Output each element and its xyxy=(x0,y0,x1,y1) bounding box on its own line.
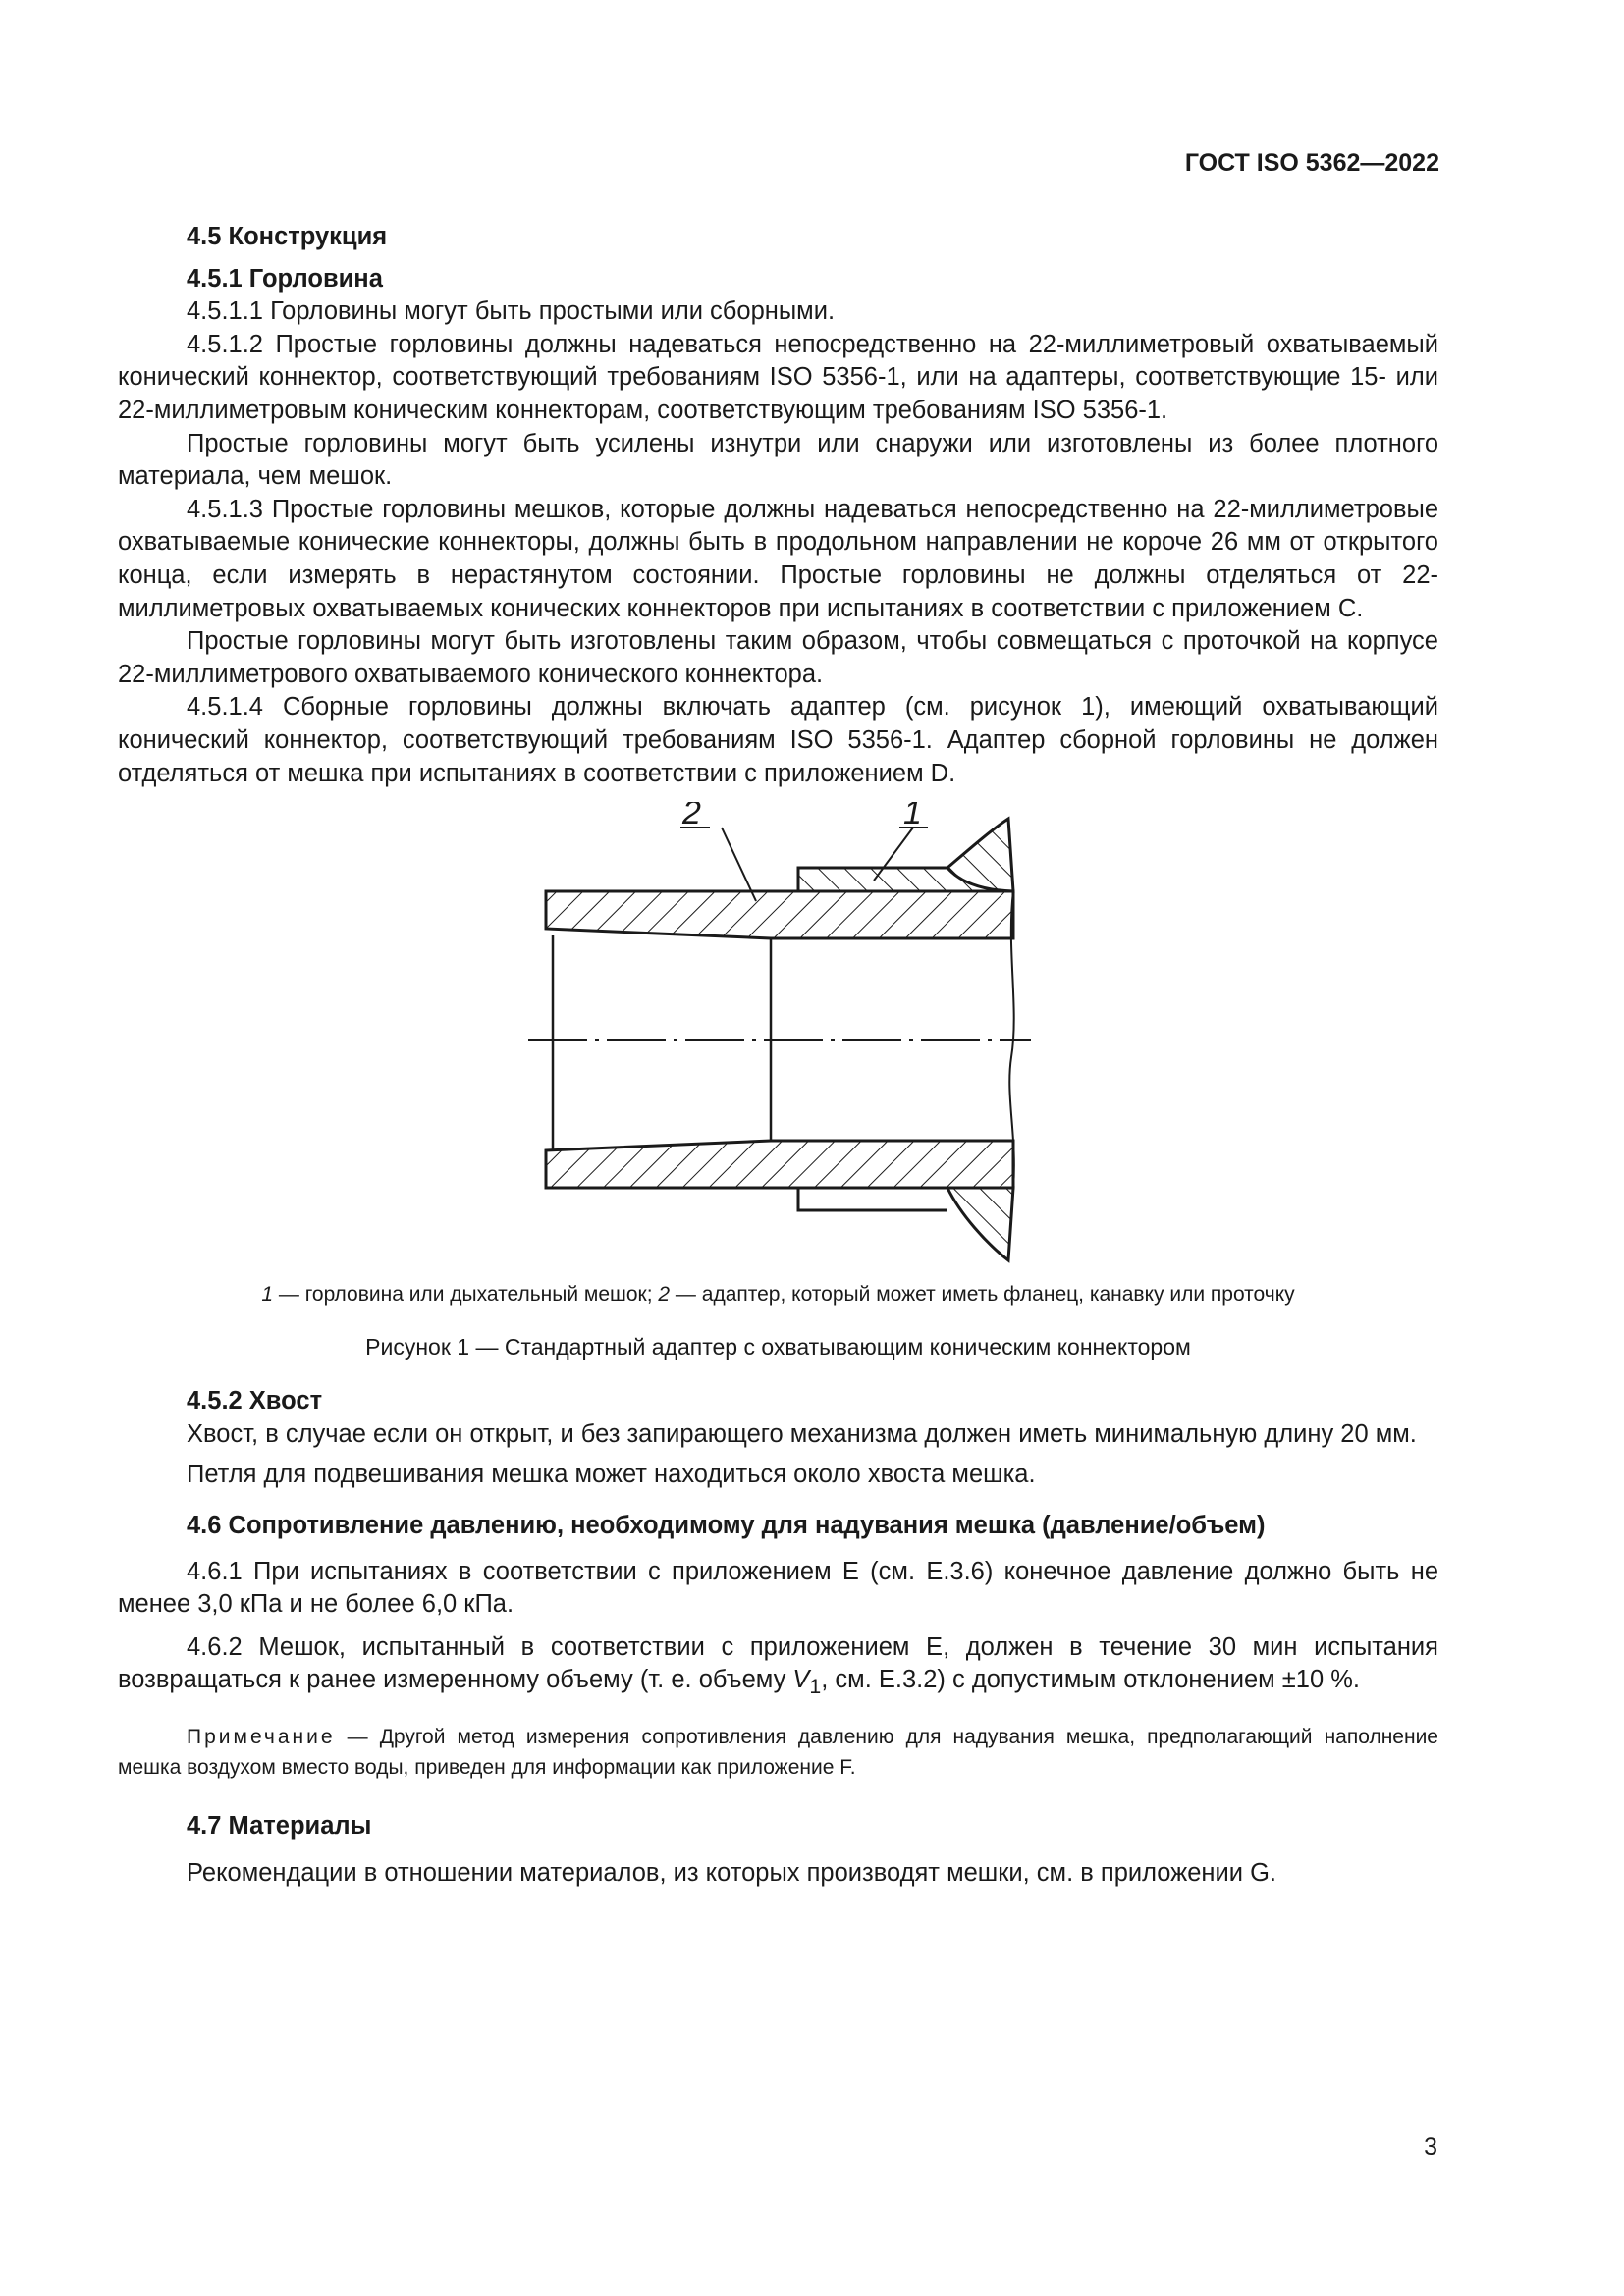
section-4-5-2-title: 4.5.2 Хвост xyxy=(187,1387,323,1415)
figure-1-drawing xyxy=(118,802,1438,1268)
paragraph-4-5-1-2: 4.5.1.2 Простые горловины должны надеваться непосредственно на 22-миллиметровый охватываемый конический коннектор, соответствующий требованиям ISO 5356-1, или на адаптеры, соответствующие 15- или 22-миллиметровым коническим коннекторам, соответствующим требованиям ISO 5356-1. xyxy=(118,330,1438,424)
note-label: Примечание xyxy=(187,1726,336,1749)
paragraph-4-5-1-4: 4.5.1.4 Сборные горловины должны включать адаптер (см. рисунок 1), имеющий охватывающий конический коннектор, соответствующий требованиям ISO 5356-1. Адаптер сборной горловины не должен отделяться от мешка при испытаниях в соответствии с приложением D. xyxy=(118,693,1438,787)
note-text: — Другой метод измерения сопротивления давлению для надувания мешка, предполагающий наполнение мешка воздухом вместо воды, приведен для информации как приложение F. xyxy=(118,1726,1438,1780)
section-4-5-title: 4.5 Конструкция xyxy=(187,223,388,250)
legend-text-2: — адаптер, который может иметь фланец, канавку или проточку xyxy=(670,1283,1295,1307)
section-4-5-1-title: 4.5.1 Горловина xyxy=(187,264,383,293)
paragraph-4-7: Рекомендации в отношении материалов, из которых производят мешки, см. в приложении G. xyxy=(187,1858,1276,1887)
paragraph-4-5-2-a: Хвост, в случае если он открыт, и без запирающего механизма должен иметь минимальную длину 20 мм. xyxy=(187,1419,1417,1448)
paragraph-4-5-1-1: 4.5.1.1 Горловины могут быть простыми или сборными. xyxy=(187,297,836,326)
legend-text-1: — горловина или дыхательный мешок; xyxy=(273,1283,659,1307)
adapter-top-wall xyxy=(546,891,1013,938)
paragraph-4-6-1: 4.6.1 При испытаниях в соответствии с приложением Е (см. Е.3.6) конечное давление должно быть не менее 3,0 кПа и не более 6,0 кПа. xyxy=(118,1557,1438,1619)
page-number: 3 xyxy=(1424,2133,1437,2161)
adapter-bottom-wall xyxy=(546,1141,1013,1188)
note xyxy=(118,1722,1438,1783)
paragraph-4-6-2-end: , см. Е.3.2) с допустимым отклонением ±10 %. xyxy=(821,1666,1360,1694)
legend-number-1: 1 xyxy=(261,1283,274,1307)
paragraph-4-5-1-3-continued: Простые горловины могут быть изготовлены таким образом, чтобы совмещаться с проточкой на корпусе 22-миллиметрового охватываемого конического коннектора. xyxy=(118,627,1438,688)
figure-legend xyxy=(118,1278,1438,1311)
page-content xyxy=(118,221,1438,1890)
volume-variable: V xyxy=(792,1666,810,1694)
section-4-6-title: 4.6 Сопротивление давлению, необходимому для надувания мешка (давление/объем) xyxy=(187,1512,1266,1540)
paragraph-4-6-2 xyxy=(118,1631,1438,1704)
adapter-cross-section-drawing xyxy=(118,802,1438,1268)
figure-label-2: 2 xyxy=(682,802,701,832)
paragraph-4-6-2-start: 4.6.2 Мешок, испытанный в соответствии с приложением Е, должен в течение 30 мин испытания возвращаться к ранее измеренному объему (т. е. объему xyxy=(118,1632,1438,1694)
paragraph-4-5-1-2-continued: Простые горловины могут быть усилены изнутри или снаружи или изготовлены из более плотного материала, чем мешок. xyxy=(118,429,1438,491)
section-4-7-title: 4.7 Материалы xyxy=(187,1812,372,1841)
paragraph-4-5-1-3: 4.5.1.3 Простые горловины мешков, которые должны надеваться непосредственно на 22-миллиметровые охватываемые конические коннекторы, должны быть в продольном направлении не короче 26 мм от открытого конца, если измерять в нерастянутом состоянии. Простые горловины не должны отделяться от 22-миллиметровых охватываемых конических коннекторов при испытаниях в соответствии с приложением С. xyxy=(118,495,1438,622)
figure-label-1: 1 xyxy=(903,802,922,832)
document-code: ГОСТ ISO 5362—2022 xyxy=(1184,149,1439,177)
figure-caption: Рисунок 1 — Стандартный адаптер с охватывающим коническим коннектором xyxy=(365,1333,1191,1360)
paragraph-4-5-2-b: Петля для подвешивания мешка может находиться около хвоста мешка. xyxy=(187,1461,1036,1489)
legend-number-2: 2 xyxy=(658,1283,671,1307)
bag-neck-bottom xyxy=(798,1188,1013,1260)
volume-subscript: 1 xyxy=(809,1675,822,1699)
